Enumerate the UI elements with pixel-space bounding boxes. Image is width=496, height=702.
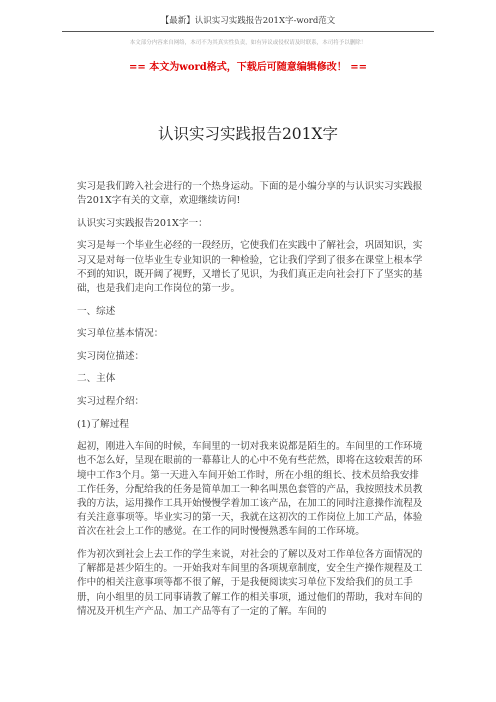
header-title: 【最新】认识实习实践报告201X字-word范文 [160, 16, 336, 26]
format-notice: == 本文为word格式，下载后可随意编辑修改！ == [128, 62, 368, 73]
heading-process: 实习过程介绍： [77, 395, 145, 407]
paragraph-overview: 实习是每一个毕业生必经的一段经历，它使我们在实践中了解社会，巩固知识，实习又是对每一位毕业生专业知识的一种检验，它让我们学到了很多在课堂上根本学不到的知识，既开阔了视野，又增长了见识，为我们真正走向社会打下了坚实的基础，也是我们走向工作岗位的第一步。 [77, 240, 423, 294]
disclaimer-text: 本文部分内容来自网络，本司不为其真实性负责，如有异议或侵权请及时联系，本司将予以删除！ [129, 40, 367, 46]
heading-position: 实习岗位描述： [77, 350, 145, 362]
heading-summary: 一、综述 [77, 305, 116, 317]
document-body [77, 180, 423, 627]
paragraph-workshop: 起初，刚进入车间的时候，车间里的一切对我来说都是陌生的。车间里的工作环境也不怎么好，呈现在眼前的一幕幕让人的心中不免有些茫然，即将在这较艰苦的环境中工作3个月。第一天进入车间开始工作时，所在小组的组长、技术员给我安排工作任务，分配给我的任务是简单加工一种名叫黑色套管的产品，我按照技术员教我的方法，运用操作工具开始慢慢学着加工该产品，在加工的同时注意操作流程及有关注意事项等。毕业实习的第一天，我就在这初次的工作岗位上加工产品，体验首次在社会上工作的感觉。在工作的同时慢慢熟悉车间的工作环境。 [77, 441, 423, 538]
paragraph-intro: 实习是我们跨入社会进行的一个热身运动。下面的是小编分享的与认识实习实践报告201X字有关的文章，欢迎继续访问! [77, 181, 423, 207]
paragraph-learning: 作为初次到社会上去工作的学生来说，对社会的了解以及对工作单位各方面情况的了解都是甚少陌生的。一开始我对车间里的各项规章制度，安全生产操作规程及工作中的相关注意事项等都不很了解，于是我便阅读实习单位下发给我们的员工手册，向小组里的员工同事请教了解工作的相关事项，通过他们的帮助，我对车间的情况及开机生产产品、加工产品等有了一定的了解。车间的 [77, 548, 423, 617]
paragraph-section-heading: 认识实习实践报告201X字一： [77, 217, 208, 229]
heading-company-info: 实习单位基本情况： [77, 328, 164, 340]
heading-main: 二、主体 [77, 373, 116, 385]
header-divider [62, 31, 434, 32]
document-title: 认识实习实践报告201X字 [157, 125, 339, 143]
heading-understanding: (1)了解过程 [77, 418, 129, 430]
